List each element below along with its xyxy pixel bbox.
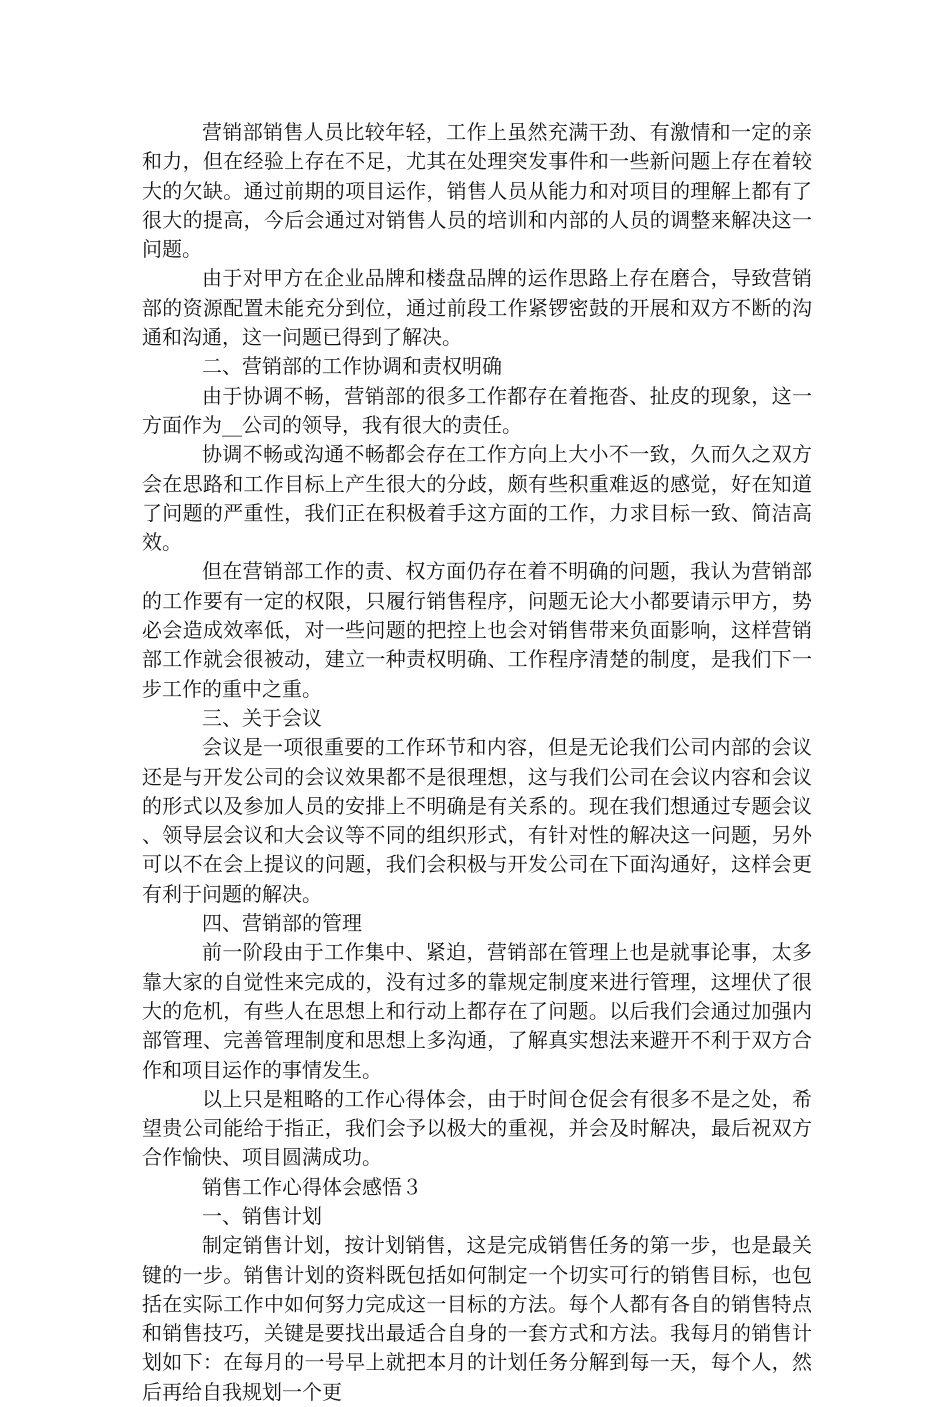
section-heading-meetings: 三、关于会议: [202, 705, 322, 730]
paragraph-communication: 协调不畅或沟通不畅都会存在工作方向上大小不一致，久而久之双方会在思路和工作目标上产生很大的分歧，颇有些积重难返的感觉，好在知道了问题的严重性，我们正在积极着手这方面的工作，力求目标一致、简洁高效。: [142, 442, 812, 555]
paragraph-conclusion: 以上只是粗略的工作心得体会，由于时间仓促会有很多不是之处，希望贵公司能给于指正，我们会予以极大的重视，并会及时解决，最后祝双方合作愉快、项目圆满成功。: [142, 1086, 812, 1170]
document-page: [142, 118, 812, 1407]
paragraph-sales-staff: 营销部销售人员比较年轻，工作上虽然充满干劲、有激情和一定的亲和力，但在经验上存在不足，尤其在处理突发事件和一些新问题上存在着较大的欠缺。通过前期的项目运作，销售人员从能力和对项目的理解上都有了很大的提高，今后会通过对销售人员的培训和内部的人员的调整来解决这一问题。: [142, 120, 812, 262]
section-heading-sales-plan: 一、销售计划: [202, 1203, 322, 1228]
paragraph-sales-plan: 制定销售计划，按计划销售，这是完成销售任务的第一步，也是最关键的一步。销售计划的资料既包括如何制定一个切实可行的销售目标，也包括在实际工作中如何努力完成这一目标的方法。每个人都有各自的销售特点和销售技巧，关键是要找出最适合自身的一套方式和方法。我每月的销售计划如下：在每月的一号早上就把本月的计划任务分解到每一天，每个人，然后再给自我规划一个更: [142, 1233, 812, 1404]
section-heading-coordination: 二、营销部的工作协调和责权明确: [202, 354, 502, 379]
paragraph-coordination-issue: 由于协调不畅，营销部的很多工作都存在着拖沓、扯皮的现象，这一方面作为__公司的领导，我有很大的责任。: [142, 383, 812, 437]
document-subtitle: 销售工作心得体会感悟３: [202, 1174, 422, 1199]
paragraph-management: 前一阶段由于工作集中、紧迫，营销部在管理上也是就事论事，太多靠大家的自觉性来完成的，没有过多的靠规定制度来进行管理，这埋伏了很大的危机，有些人在思想上和行动上都存在了问题。以后我们会通过加强内部管理、完善管理制度和思想上多沟通，了解真实想法来避开不利于双方合作和项目运作的事情发生。: [142, 940, 812, 1082]
paragraph-responsibility: 但在营销部工作的责、权方面仍存在着不明确的问题，我认为营销部的工作要有一定的权限，只履行销售程序，问题无论大小都要请示甲方，势必会造成效率低，对一些问题的把控上也会对销售带来负面影响，这样营销部工作就会很被动，建立一种责权明确、工作程序清楚的制度，是我们下一步工作的重中之重。: [142, 559, 812, 701]
paragraph-meetings: 会议是一项很重要的工作环节和内容，但是无论我们公司内部的会议还是与开发公司的会议效果都不是很理想，这与我们公司在会议内容和会议的形式以及参加人员的安排上不明确是有关系的。现在我们想通过专题会议、领导层会议和大会议等不同的组织形式，有针对性的解决这一问题，另外可以不在会上提议的问题，我们会积极与开发公司在下面沟通好，这样会更有利于问题的解决。: [142, 735, 812, 906]
section-heading-management: 四、营销部的管理: [202, 911, 362, 936]
paragraph-resource-allocation: 由于对甲方在企业品牌和楼盘品牌的运作思路上存在磨合，导致营销部的资源配置未能充分到位，通过前段工作紧锣密鼓的开展和双方不断的沟通和沟通，这一问题已得到了解决。: [142, 266, 812, 350]
